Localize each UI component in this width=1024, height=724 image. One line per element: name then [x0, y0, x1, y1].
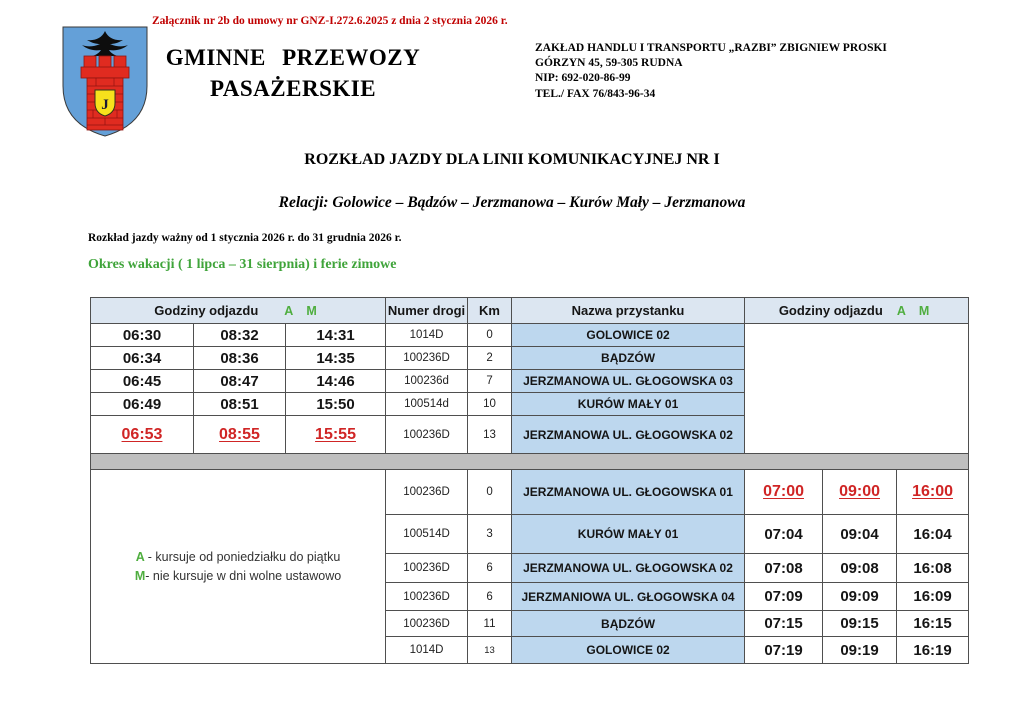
separator-bar: [91, 454, 969, 470]
road-number-cell: 1014D: [386, 324, 468, 347]
outbound-row: [91, 324, 969, 347]
departure-time-cell: 15:50: [286, 393, 386, 416]
departure-time-cell: 09:09: [823, 583, 897, 611]
legend-cell: [91, 470, 386, 664]
svg-text:J: J: [101, 97, 109, 113]
coat-of-arms-graphic: [60, 24, 150, 139]
return-row-highlighted: [91, 470, 969, 515]
km-cell: 3: [468, 515, 512, 554]
departure-time-cell: 08:36: [194, 347, 286, 370]
stop-name-cell: JERZMANIOWA UL. GŁOGOWSKA 04: [512, 583, 745, 611]
road-number-cell: 100236d: [386, 370, 468, 393]
km-cell: 10: [468, 393, 512, 416]
km-cell: 0: [468, 470, 512, 515]
stop-name-cell: JERZMANOWA UL. GŁOGOWSKA 01: [512, 470, 745, 515]
departure-time-cell: 08:47: [194, 370, 286, 393]
stop-name-cell: KURÓW MAŁY 01: [512, 393, 745, 416]
road-number-cell: 100236D: [386, 347, 468, 370]
legend-line-m: [91, 567, 385, 585]
organization-name: [148, 42, 438, 104]
right-departures-empty-cell: [745, 324, 969, 454]
road-number-cell: 100236D: [386, 470, 468, 515]
season-note: Okres wakacji ( 1 lipca – 31 sierpnia) i ferie zimowe: [88, 257, 397, 272]
departure-time-cell: 16:19: [897, 637, 969, 664]
departure-time-cell: 06:34: [91, 347, 194, 370]
road-number-cell: 100236D: [386, 583, 468, 611]
page-title: ROZKŁAD JAZDY DLA LINII KOMUNIKACYJNEJ NR I: [304, 151, 720, 168]
departure-time-cell-highlighted: 15:55: [286, 416, 386, 454]
km-cell: 7: [468, 370, 512, 393]
timetable-table: [90, 297, 969, 664]
validity-note: Rozkład jazdy ważny od 1 stycznia 2026 r. do 31 grudnia 2026 r.: [88, 232, 402, 244]
departure-time-cell: 16:15: [897, 611, 969, 637]
service-flags-label: A M: [284, 304, 322, 318]
departure-time-cell: 14:46: [286, 370, 386, 393]
km-cell: 6: [468, 583, 512, 611]
legend-flag-a: A: [135, 550, 148, 565]
road-number-header: Numer drogi: [386, 298, 468, 324]
section-separator: [91, 454, 969, 470]
road-number-cell: 100236D: [386, 611, 468, 637]
road-number-cell: 100514D: [386, 515, 468, 554]
departure-time-cell: 06:49: [91, 393, 194, 416]
departures-label: Godziny odjazdu: [778, 303, 883, 318]
departure-time-cell: 14:35: [286, 347, 386, 370]
legend-text-m: - nie kursuje w dni wolne ustawowo: [145, 568, 342, 583]
departure-time-cell: 06:30: [91, 324, 194, 347]
route-subtitle: Relacji: Golowice – Bądzów – Jerzmanowa – Kurów Mały – Jerzmanowa: [278, 194, 746, 211]
departure-time-cell: 09:19: [823, 637, 897, 664]
departure-time-cell: 09:08: [823, 554, 897, 583]
km-cell: 13: [468, 637, 512, 664]
departures-header-right: [745, 298, 969, 324]
org-name-line2: PASAŻERSKIE: [209, 76, 377, 102]
departure-time-cell: 14:31: [286, 324, 386, 347]
legend-flag-m: M: [134, 568, 146, 583]
stop-name-cell: KURÓW MAŁY 01: [512, 515, 745, 554]
legend-text-a: - kursuje od poniedziałku do piątku: [147, 550, 341, 565]
stop-name-cell: JERZMANOWA UL. GŁOGOWSKA 02: [512, 416, 745, 454]
departure-time-cell: 16:08: [897, 554, 969, 583]
stop-name-cell: JERZMANOWA UL. GŁOGOWSKA 03: [512, 370, 745, 393]
departure-time-cell: 07:08: [745, 554, 823, 583]
departure-time-cell: 08:32: [194, 324, 286, 347]
company-phone: TEL./ FAX 76/843-96-34: [535, 87, 656, 100]
departure-time-cell: 07:15: [745, 611, 823, 637]
departure-time-cell: 07:04: [745, 515, 823, 554]
company-name: ZAKŁAD HANDLU I TRANSPORTU „RAZBI” ZBIGNIEW PROSKI: [535, 42, 887, 54]
departure-time-cell: 09:04: [823, 515, 897, 554]
km-cell: 13: [468, 416, 512, 454]
road-number-cell: 100514d: [386, 393, 468, 416]
departure-time-cell: 16:04: [897, 515, 969, 554]
stop-name-cell: GOLOWICE 02: [512, 324, 745, 347]
attachment-note: Załącznik nr 2b do umowy nr GNZ-I.272.6.2025 z dnia 2 stycznia 2026 r.: [152, 15, 508, 27]
service-flags-label: A M: [896, 304, 935, 318]
company-info: [535, 41, 985, 102]
table-header-row: [91, 298, 969, 324]
legend-line-a: [91, 548, 385, 566]
departure-time-cell-highlighted: 06:53: [91, 416, 194, 454]
departure-time-cell: 07:09: [745, 583, 823, 611]
departure-time-cell: 08:51: [194, 393, 286, 416]
coat-of-arms: [60, 24, 150, 139]
company-address: GÓRZYN 45, 59-305 RUDNA: [535, 57, 683, 70]
departure-time-cell-highlighted: 08:55: [194, 416, 286, 454]
departure-time-cell: 09:15: [823, 611, 897, 637]
departure-time-cell: 07:19: [745, 637, 823, 664]
stop-name-cell: JERZMANOWA UL. GŁOGOWSKA 02: [512, 554, 745, 583]
org-name-line1: GMINNE PRZEWOZY: [165, 45, 421, 70]
road-number-cell: 100236D: [386, 416, 468, 454]
stop-name-cell: BĄDZÓW: [512, 347, 745, 370]
departure-time-cell-highlighted: 09:00: [823, 470, 897, 515]
road-number-cell: 100236D: [386, 554, 468, 583]
departure-time-cell: 06:45: [91, 370, 194, 393]
km-cell: 0: [468, 324, 512, 347]
departures-label: Godziny odjazdu: [154, 303, 259, 318]
inner-shield: [95, 90, 115, 116]
departure-time-cell-highlighted: 07:00: [745, 470, 823, 515]
departure-time-cell-highlighted: 16:00: [897, 470, 969, 515]
road-number-cell: 1014D: [386, 637, 468, 664]
departures-header-left: [91, 298, 386, 324]
stop-name-header: Nazwa przystanku: [512, 298, 745, 324]
company-nip: NIP: 692-020-86-99: [535, 72, 631, 85]
stop-name-cell: BĄDZÓW: [512, 611, 745, 637]
km-cell: 11: [468, 611, 512, 637]
km-cell: 2: [468, 347, 512, 370]
stop-name-cell: GOLOWICE 02: [512, 637, 745, 664]
km-cell: 6: [468, 554, 512, 583]
departure-time-cell: 16:09: [897, 583, 969, 611]
km-header: Km: [468, 298, 512, 324]
